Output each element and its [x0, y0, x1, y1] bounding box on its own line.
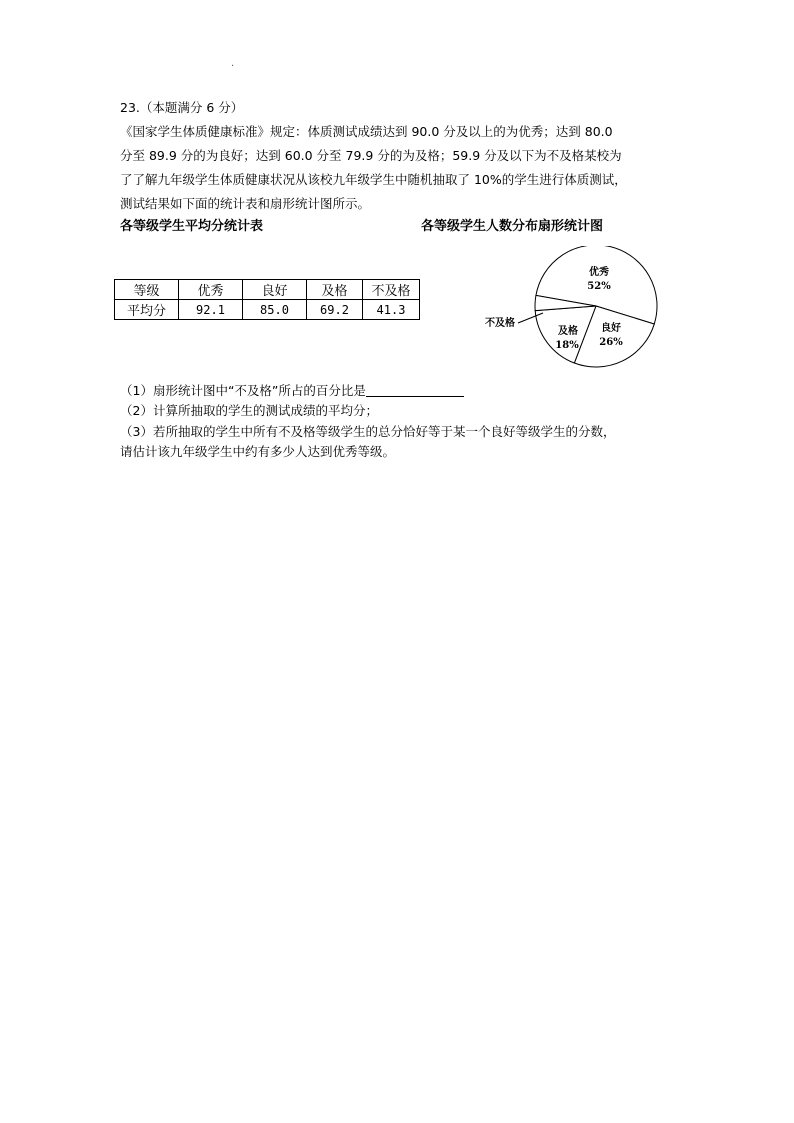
value-cell-fail: 41.3 — [363, 300, 420, 320]
label-good: 良好 — [601, 323, 621, 334]
question-3-continued: 请估计该九年级学生中约有多少人达到优秀等级。 — [120, 444, 396, 459]
value-cell-excellent: 92.1 — [179, 300, 243, 320]
header-cell-excellent: 优秀 — [179, 280, 243, 300]
label-excellent: 优秀 — [589, 267, 609, 278]
value-cell-good: 85.0 — [243, 300, 307, 320]
table-title: 各等级学生平均分统计表 — [120, 219, 264, 234]
table-data-row — [115, 300, 420, 320]
average-score-table — [114, 279, 420, 320]
question-2: （2）计算所抽取的学生的测试成绩的平均分； — [120, 403, 378, 418]
problem-line-3: 了了解九年级学生体质健康状况从该校九年级学生中随机抽取了 10%的学生进行体质测试， — [120, 172, 627, 187]
label-fail: 不及格 — [485, 318, 515, 329]
header-mark: . — [231, 58, 235, 69]
question-3: （3）若所抽取的学生中所有不及格等级学生的总分恰好等于某一个良好等级学生的分数， — [120, 424, 616, 439]
question-1-text: （1）扇形统计图中“不及格”所占的百分比是 — [120, 383, 366, 398]
label-pass: 及格 — [558, 326, 578, 337]
problem-line-1: 《国家学生体质健康标准》规定：体质测试成绩达到 90.0 分及以上的为优秀；达到 80.0 — [120, 124, 613, 139]
problem-statement — [120, 96, 680, 216]
answer-blank[interactable] — [366, 382, 464, 397]
header-cell-grade: 等级 — [115, 280, 179, 300]
label-excellent-percent: 52% — [587, 281, 611, 292]
label-pass-percent: 18% — [555, 340, 579, 351]
header-cell-pass: 及格 — [307, 280, 363, 300]
header-cell-good: 良好 — [243, 280, 307, 300]
problem-line-4: 测试结果如下面的统计表和扇形统计图所示。 — [120, 196, 371, 211]
pie-chart — [470, 246, 670, 376]
header-cell-fail: 不及格 — [363, 280, 420, 300]
chart-title: 各等级学生人数分布扇形统计图 — [421, 219, 604, 234]
problem-line-2: 分至 89.9 分的为良好；达到 60.0 分至 79.9 分的为及格；59.9 分及以下为不及格某校为 — [120, 148, 622, 163]
label-good-percent: 26% — [599, 337, 623, 348]
row-label-average: 平均分 — [115, 300, 179, 320]
question-1 — [120, 381, 464, 401]
table-header-row — [115, 280, 420, 300]
value-cell-pass: 69.2 — [307, 300, 363, 320]
problem-title: 23.（本题满分 6 分） — [120, 100, 244, 115]
